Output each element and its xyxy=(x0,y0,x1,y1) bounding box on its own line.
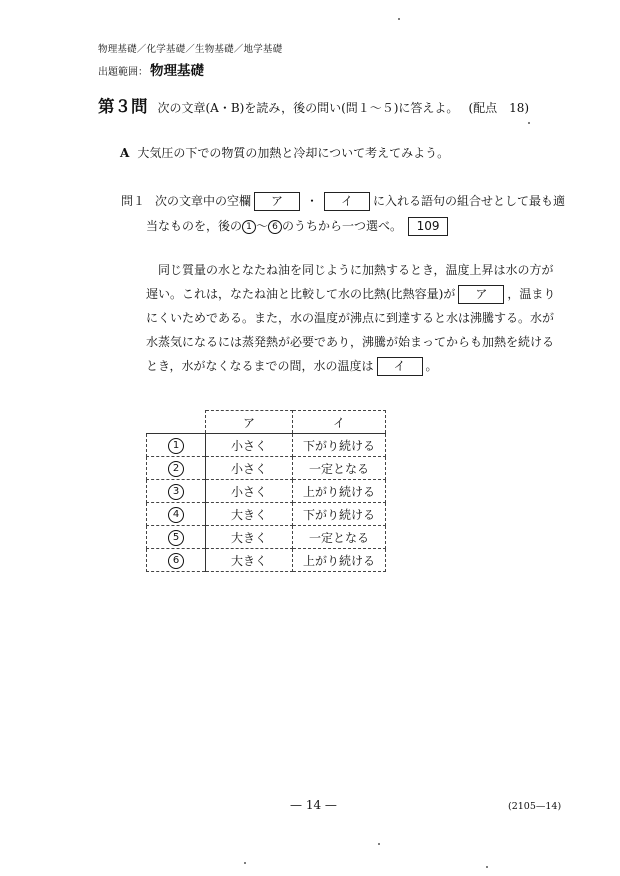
blank-a-box: ア xyxy=(254,192,300,211)
page-code: (2105—14) xyxy=(508,801,562,812)
row-number xyxy=(147,526,206,549)
row-number xyxy=(147,549,206,572)
choice-2-icon: 2 xyxy=(168,461,184,477)
question-number: 第３問 xyxy=(98,97,148,116)
section-a-letter: A xyxy=(120,146,130,160)
scan-speck xyxy=(398,18,400,20)
passage-line-2-before: 遅い。これは，なたね油と比較して水の比熱(比熱容量)が xyxy=(146,287,456,301)
blank-separator: ・ xyxy=(306,194,319,208)
scan-speck xyxy=(378,843,380,845)
cell-i: 下がり続ける xyxy=(293,503,386,526)
table-row xyxy=(147,434,386,457)
question-header xyxy=(98,93,529,117)
choice-3-icon: 3 xyxy=(168,484,184,500)
table-header-row xyxy=(147,411,386,434)
scan-speck xyxy=(486,866,488,868)
scan-speck xyxy=(528,122,530,124)
blank-i-box: イ xyxy=(324,192,370,211)
cell-a: 大きく xyxy=(206,526,293,549)
cell-i: 一定となる xyxy=(293,526,386,549)
cell-i: 上がり続ける xyxy=(293,549,386,572)
cell-i: 上がり続ける xyxy=(293,480,386,503)
passage-line-4: 水蒸気になるには蒸発熱が必要であり，沸騰が始まってからも加熱を続ける xyxy=(146,335,555,349)
question-1 xyxy=(121,192,565,211)
question-1-line-2 xyxy=(146,217,448,236)
passage-blank-a: ア xyxy=(458,285,504,304)
cell-a: 大きく xyxy=(206,549,293,572)
table-row xyxy=(147,457,386,480)
q1-label: 問１ xyxy=(121,194,146,208)
question-points: (配点 18) xyxy=(468,101,530,115)
table-row xyxy=(147,549,386,572)
cell-i: 下がり続ける xyxy=(293,434,386,457)
passage-line-5 xyxy=(146,354,556,378)
page-number: — 14 — xyxy=(290,798,337,812)
header-i: イ xyxy=(293,411,386,434)
passage-line-2-after: ，温まり xyxy=(507,287,556,301)
scan-speck xyxy=(244,862,246,864)
choice-5-icon: 5 xyxy=(168,530,184,546)
table-row xyxy=(147,526,386,549)
row-number xyxy=(147,434,206,457)
q1-text-after: に入れる語句の組合せとして最も適 xyxy=(373,194,566,208)
question-instruction: 次の文章(A・B)を読み，後の問い(問１～５)に答えよ。 xyxy=(157,101,459,115)
passage-line-1: 同じ質量の水となたね油を同じように加熱するとき，温度上昇は水の方が xyxy=(158,263,554,277)
row-number xyxy=(147,480,206,503)
cell-a: 大きく xyxy=(206,503,293,526)
passage-line-3: にくいためである。また，水の温度が沸点に到達すると水は沸騰する。水が xyxy=(146,311,555,325)
cell-a: 小さく xyxy=(206,480,293,503)
q1-line2-after: のうちから一つ選べ。 xyxy=(282,219,403,233)
choices-table xyxy=(146,410,386,572)
range-separator: ～ xyxy=(256,219,269,233)
table-row xyxy=(147,480,386,503)
passage-line-2 xyxy=(146,282,556,306)
choice-4-icon: 4 xyxy=(168,507,184,523)
exam-scope xyxy=(98,59,204,79)
q1-line2-before: 当なものを，後の xyxy=(146,219,243,233)
answer-number-box: 109 xyxy=(408,217,448,236)
q1-text-before: 次の文章中の空欄 xyxy=(155,194,252,208)
choice-range-start-icon: 1 xyxy=(242,220,256,234)
table-row xyxy=(147,503,386,526)
cell-a: 小さく xyxy=(206,457,293,480)
section-a xyxy=(120,144,449,161)
passage xyxy=(146,258,556,378)
row-number xyxy=(147,503,206,526)
header-corner xyxy=(147,411,206,434)
passage-line-5-after: 。 xyxy=(425,359,438,373)
passage-blank-i: イ xyxy=(377,357,423,376)
row-number xyxy=(147,457,206,480)
subjects-header: 物理基礎／化学基礎／生物基礎／地学基礎 xyxy=(98,44,283,55)
cell-a: 小さく xyxy=(206,434,293,457)
choice-range-end-icon: 6 xyxy=(268,220,282,234)
choice-1-icon: 1 xyxy=(168,438,184,454)
scope-field: 物理基礎 xyxy=(150,63,204,79)
passage-line-5-before: とき，水がなくなるまでの間，水の温度は xyxy=(146,359,374,373)
scope-label: 出題範囲： xyxy=(98,67,148,78)
header-a: ア xyxy=(206,411,293,434)
choice-6-icon: 6 xyxy=(168,553,184,569)
section-a-text: 大気圧の下での物質の加熱と冷却について考えてみよう。 xyxy=(137,146,450,160)
cell-i: 一定となる xyxy=(293,457,386,480)
